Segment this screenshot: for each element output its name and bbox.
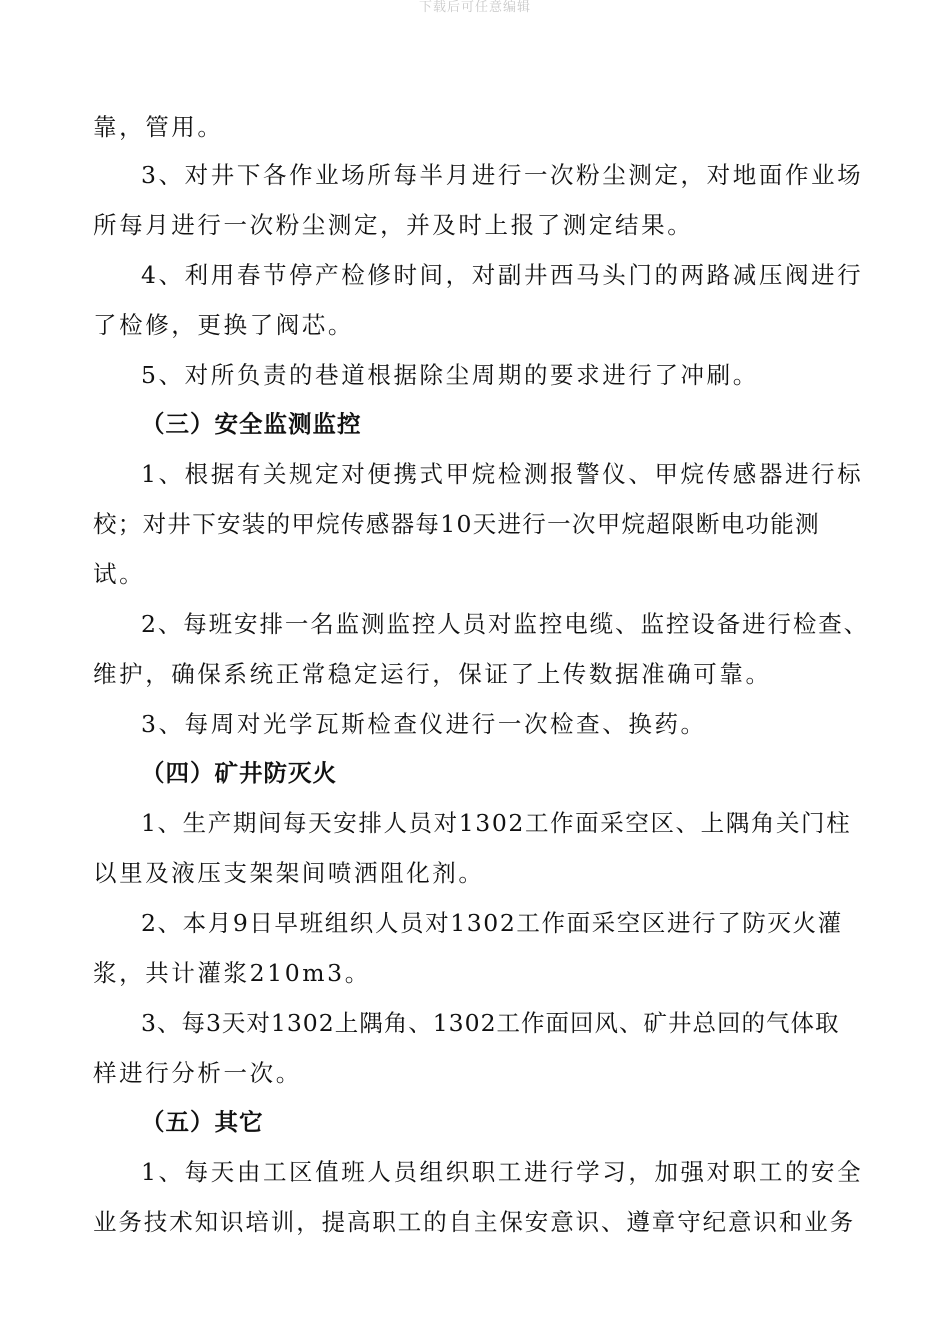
paragraph-line: 试。 <box>93 560 146 588</box>
watermark: 下载后可任意编辑 <box>418 0 531 15</box>
paragraph-line: 维护，确保系统正常稳定运行，保证了上传数据准确可靠。 <box>93 660 772 688</box>
paragraph-line: 3、对井下各作业场所每半月进行一次粉尘测定，对地面作业场 <box>141 161 864 189</box>
paragraph-line: 1、每天由工区值班人员组织职工进行学习，加强对职工的安全 <box>141 1158 864 1186</box>
paragraph-line: 浆，共计灌浆210m3。 <box>93 959 371 987</box>
paragraph-line: 校；对井下安装的甲烷传感器每10天进行一次甲烷超限断电功能测 <box>93 510 820 538</box>
paragraph-line: 5、对所负责的巷道根据除尘周期的要求进行了冲刷。 <box>141 361 759 389</box>
paragraph-line: 1、生产期间每天安排人员对1302工作面采空区、上隅角关门柱 <box>141 809 852 837</box>
section-heading: （四）矿井防灭火 <box>141 759 337 787</box>
paragraph-line: 4、利用春节停产检修时间，对副井西马头门的两路减压阀进行 <box>141 261 864 289</box>
paragraph-line: 业务技术知识培训，提高职工的自主保安意识、遵章守纪意识和业务 <box>93 1208 855 1236</box>
section-heading: （三）安全监测监控 <box>141 410 362 438</box>
section-heading: （五）其它 <box>141 1108 264 1136</box>
paragraph-line: 3、每周对光学瓦斯检查仪进行一次检查、换药。 <box>141 710 707 738</box>
paragraph-line: 3、每3天对1302上隅角、1302工作面回风、矿井总回的气体取 <box>141 1009 840 1037</box>
paragraph-line: 2、本月9日早班组织人员对1302工作面采空区进行了防灭火灌 <box>141 909 843 937</box>
paragraph-line: 样进行分析一次。 <box>93 1059 302 1087</box>
paragraph-line: 以里及液压支架架间喷洒阻化剂。 <box>93 859 485 887</box>
paragraph-line: 所每月进行一次粉尘测定，并及时上报了测定结果。 <box>93 211 694 239</box>
paragraph-line: 2、每班安排一名监测监控人员对监控电缆、监控设备进行检查、 <box>141 610 870 638</box>
paragraph-line: 了检修，更换了阀芯。 <box>93 311 354 339</box>
paragraph-line: 1、根据有关规定对便携式甲烷检测报警仪、甲烷传感器进行标 <box>141 460 864 488</box>
paragraph-line: 靠，管用。 <box>93 113 224 141</box>
